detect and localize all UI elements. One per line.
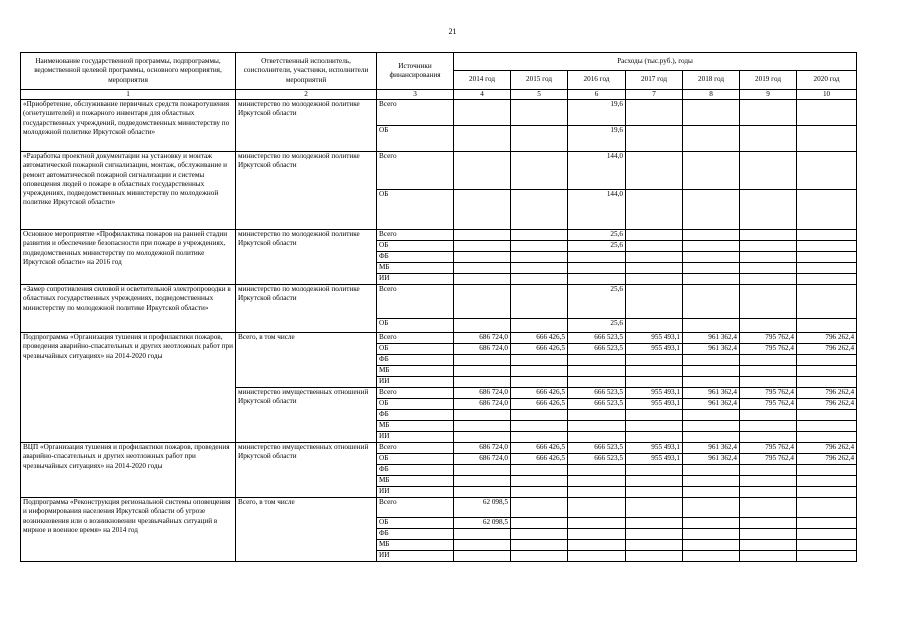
column-index-10: 10 xyxy=(797,90,857,100)
expense-value-cell xyxy=(511,241,568,252)
expense-value-cell: 795 762,4 xyxy=(740,443,797,454)
expense-value-cell: 796 262,4 xyxy=(797,443,857,454)
expense-value-cell xyxy=(797,285,857,319)
program-name-cell: ВЦП «Организация тушения и профилактики пожаров, проведения аварийно-спасательных и других неотложных работ при чрезвычайных ситуациях» на 2014-2020 годы xyxy=(21,443,236,498)
expense-value-cell xyxy=(683,432,740,443)
expense-value-cell xyxy=(511,551,568,562)
expense-value-cell: 961 362,4 xyxy=(683,443,740,454)
column-index-9: 9 xyxy=(740,90,797,100)
funding-source-cell: МБ xyxy=(377,421,454,432)
expense-value-cell xyxy=(740,241,797,252)
expense-value-cell xyxy=(626,230,683,241)
funding-source-cell: МБ xyxy=(377,476,454,487)
funding-source-cell: МБ xyxy=(377,366,454,377)
column-index-2: 2 xyxy=(236,90,377,100)
expense-value-cell xyxy=(683,487,740,498)
column-index-3: 3 xyxy=(377,90,454,100)
expense-value-cell xyxy=(797,529,857,540)
expense-value-cell: 19,6 xyxy=(568,126,626,152)
expense-value-cell xyxy=(683,421,740,432)
expense-value-cell xyxy=(683,230,740,241)
expense-value-cell xyxy=(740,126,797,152)
funding-source-cell: ОБ xyxy=(377,190,454,230)
expense-value-cell xyxy=(683,498,740,518)
expense-value-cell xyxy=(740,100,797,126)
funding-source-cell: ОБ xyxy=(377,344,454,355)
expense-value-cell xyxy=(740,518,797,529)
expense-value-cell: 795 762,4 xyxy=(740,399,797,410)
expense-value-cell xyxy=(740,274,797,285)
expense-value-cell xyxy=(511,410,568,421)
expense-value-cell xyxy=(797,319,857,333)
program-name-cell: Подпрограмма «Организация тушения и профилактики пожаров, проведения аварийно-спасательных и других неотложных работ при чрезвычайных ситуациях» на 2014-2020 годы xyxy=(21,333,236,443)
expense-value-cell: 796 262,4 xyxy=(797,388,857,399)
expense-value-cell xyxy=(626,421,683,432)
expense-value-cell xyxy=(797,476,857,487)
expense-value-cell xyxy=(454,152,511,190)
funding-source-cell: Всего xyxy=(377,152,454,190)
expense-value-cell xyxy=(683,465,740,476)
expense-value-cell xyxy=(797,432,857,443)
expense-value-cell xyxy=(626,190,683,230)
expense-value-cell xyxy=(568,476,626,487)
program-name-cell: «Замер сопротивления силовой и осветительной электропроводки в областных государственных учреждениях, подведомственных министерству по молодежной политике Иркутской области» xyxy=(21,285,236,333)
expense-value-cell xyxy=(568,377,626,388)
funding-source-cell: ОБ xyxy=(377,454,454,465)
expense-value-cell: 666 426,5 xyxy=(511,333,568,344)
funding-source-cell: ИИ xyxy=(377,487,454,498)
expense-value-cell: 961 362,4 xyxy=(683,388,740,399)
expense-value-cell xyxy=(683,319,740,333)
funding-source-cell: Всего xyxy=(377,388,454,399)
expense-value-cell xyxy=(626,540,683,551)
expense-value-cell xyxy=(797,190,857,230)
table-row xyxy=(21,230,857,241)
expense-value-cell: 25,6 xyxy=(568,230,626,241)
expense-value-cell xyxy=(568,366,626,377)
expense-value-cell xyxy=(740,465,797,476)
expense-value-cell xyxy=(454,355,511,366)
expense-value-cell xyxy=(740,230,797,241)
executor-cell: министерство имущественных отношений Иркутской области xyxy=(236,388,377,443)
program-name-cell: Основное мероприятие «Профилактика пожаров на ранней стадии развития и обеспечение безопасности при пожаре в учреждениях, подведомственных министерству по молодежной политике Иркутской области» на 2016 год xyxy=(21,230,236,285)
expense-value-cell xyxy=(740,152,797,190)
expense-value-cell xyxy=(740,551,797,562)
expense-value-cell xyxy=(454,377,511,388)
expense-value-cell: 666 426,5 xyxy=(511,454,568,465)
expense-value-cell xyxy=(568,355,626,366)
expense-value-cell: 955 493,1 xyxy=(626,388,683,399)
expense-value-cell xyxy=(511,285,568,319)
expense-value-cell xyxy=(626,355,683,366)
expense-value-cell xyxy=(683,152,740,190)
table-header xyxy=(21,53,857,100)
expense-value-cell xyxy=(797,126,857,152)
expense-value-cell: 686 724,0 xyxy=(454,443,511,454)
funding-source-cell: Всего xyxy=(377,230,454,241)
expense-value-cell xyxy=(454,230,511,241)
expense-value-cell xyxy=(626,377,683,388)
column-index-1: 1 xyxy=(21,90,236,100)
table-row xyxy=(21,498,857,518)
executor-cell: министерство по молодежной политике Иркутской области xyxy=(236,230,377,285)
expense-value-cell: 666 523,5 xyxy=(568,344,626,355)
expense-value-cell xyxy=(740,190,797,230)
funding-source-cell: ОБ xyxy=(377,399,454,410)
executor-cell: министерство по молодежной политике Иркутской области xyxy=(236,100,377,152)
expense-value-cell xyxy=(797,487,857,498)
expense-value-cell xyxy=(626,274,683,285)
expense-value-cell xyxy=(740,498,797,518)
expense-value-cell xyxy=(740,529,797,540)
expense-value-cell xyxy=(626,410,683,421)
expense-value-cell xyxy=(683,551,740,562)
expense-value-cell xyxy=(454,263,511,274)
expense-value-cell: 144,0 xyxy=(568,190,626,230)
header-name-column: Наименование государственной программы, подпрограммы, ведомственной целевой программы, основного мероприятия, мероприятия xyxy=(21,53,236,90)
expense-value-cell xyxy=(511,518,568,529)
funding-source-cell: ОБ xyxy=(377,319,454,333)
funding-source-cell: ФБ xyxy=(377,355,454,366)
expense-value-cell xyxy=(797,377,857,388)
header-source-column: Источники финансирования xyxy=(377,53,454,90)
page-number: 21 xyxy=(448,27,457,36)
expense-value-cell xyxy=(454,366,511,377)
header-year-4: 2017 год xyxy=(626,71,683,90)
column-index-5: 5 xyxy=(511,90,568,100)
expense-value-cell xyxy=(683,476,740,487)
expense-value-cell xyxy=(626,476,683,487)
executor-cell: Всего, в том числе xyxy=(236,498,377,562)
expense-value-cell xyxy=(511,432,568,443)
expense-value-cell xyxy=(740,355,797,366)
expense-value-cell xyxy=(626,518,683,529)
expense-value-cell xyxy=(511,529,568,540)
expense-value-cell xyxy=(797,263,857,274)
expense-value-cell xyxy=(683,263,740,274)
expense-value-cell xyxy=(454,551,511,562)
expense-value-cell xyxy=(626,487,683,498)
expense-value-cell: 961 362,4 xyxy=(683,454,740,465)
expense-value-cell xyxy=(511,355,568,366)
expense-value-cell: 796 262,4 xyxy=(797,399,857,410)
funding-source-cell: ФБ xyxy=(377,252,454,263)
expense-value-cell: 795 762,4 xyxy=(740,333,797,344)
program-name-cell: «Приобретение, обслуживание первичных средств пожаротушения (огнетушителей) и пожарного инвентаря для областных государственных учреждений, подведомственных министерству по молодежной политике Иркутской области» xyxy=(21,100,236,152)
expense-value-cell xyxy=(626,465,683,476)
expense-value-cell xyxy=(683,355,740,366)
expense-value-cell xyxy=(797,421,857,432)
expense-value-cell: 666 523,5 xyxy=(568,388,626,399)
expense-value-cell xyxy=(626,285,683,319)
header-year-6: 2019 год xyxy=(740,71,797,90)
table-row xyxy=(21,333,857,344)
expense-value-cell xyxy=(797,540,857,551)
expense-value-cell xyxy=(568,252,626,263)
program-name-cell: «Разработка проектной документации на установку и монтаж автоматической пожарной сигнализации, монтаж, обслуживание и ремонт автоматической пожарной сигнализации и системы оповещения людей о пожаре в областных государственных учреждениях, подведомственных министерству по молодежной политике Иркутской области» xyxy=(21,152,236,230)
expense-value-cell xyxy=(511,487,568,498)
expense-value-cell xyxy=(797,230,857,241)
header-year-5: 2018 год xyxy=(683,71,740,90)
executor-cell: министерство имущественных отношений Иркутской области xyxy=(236,443,377,498)
expense-value-cell xyxy=(454,274,511,285)
funding-source-cell: Всего xyxy=(377,333,454,344)
header-year-3: 2016 год xyxy=(568,71,626,90)
expense-value-cell xyxy=(683,529,740,540)
expense-value-cell xyxy=(454,529,511,540)
expense-value-cell: 686 724,0 xyxy=(454,333,511,344)
expense-value-cell xyxy=(511,100,568,126)
expense-value-cell: 666 426,5 xyxy=(511,399,568,410)
budget-table xyxy=(20,52,857,562)
expense-value-cell xyxy=(683,274,740,285)
expense-value-cell xyxy=(626,529,683,540)
expense-value-cell xyxy=(454,410,511,421)
expense-value-cell xyxy=(568,518,626,529)
expense-value-cell xyxy=(568,498,626,518)
expense-value-cell xyxy=(511,252,568,263)
expense-value-cell: 144,0 xyxy=(568,152,626,190)
expense-value-cell xyxy=(740,366,797,377)
expense-value-cell: 796 262,4 xyxy=(797,454,857,465)
expense-value-cell: 795 762,4 xyxy=(740,344,797,355)
expense-value-cell xyxy=(454,252,511,263)
expense-value-cell xyxy=(626,432,683,443)
expense-value-cell xyxy=(511,498,568,518)
expense-value-cell: 955 493,1 xyxy=(626,344,683,355)
expense-value-cell xyxy=(683,518,740,529)
expense-value-cell: 25,6 xyxy=(568,319,626,333)
funding-source-cell: ОБ xyxy=(377,518,454,529)
expense-value-cell: 25,6 xyxy=(568,241,626,252)
expense-value-cell xyxy=(683,540,740,551)
program-name-cell: Подпрограмма «Реконструкция региональной системы оповещения и информирования населения Иркутской области об угрозе возникновения или о возникновении чрезвычайных ситуаций в мирное и военное время» на 2014 год xyxy=(21,498,236,562)
column-index-4: 4 xyxy=(454,90,511,100)
expense-value-cell xyxy=(511,263,568,274)
header-executor-column: Ответственный исполнитель, соисполнители, участники, исполнители мероприятий xyxy=(236,53,377,90)
expense-value-cell xyxy=(454,190,511,230)
expense-value-cell xyxy=(454,476,511,487)
expense-value-cell xyxy=(626,152,683,190)
expense-value-cell xyxy=(797,100,857,126)
expense-value-cell xyxy=(568,529,626,540)
expense-value-cell xyxy=(511,274,568,285)
expense-value-cell: 686 724,0 xyxy=(454,399,511,410)
expense-value-cell xyxy=(454,285,511,319)
expense-value-cell xyxy=(511,476,568,487)
expense-value-cell: 686 724,0 xyxy=(454,454,511,465)
expense-value-cell xyxy=(454,319,511,333)
expense-value-cell xyxy=(683,190,740,230)
expense-value-cell xyxy=(568,465,626,476)
expense-value-cell xyxy=(683,377,740,388)
table-row xyxy=(21,100,857,126)
expense-value-cell: 961 362,4 xyxy=(683,399,740,410)
expense-value-cell xyxy=(740,421,797,432)
table-row xyxy=(21,285,857,319)
expense-value-cell xyxy=(683,366,740,377)
expense-value-cell xyxy=(511,319,568,333)
executor-cell: министерство по молодежной политике Иркутской области xyxy=(236,152,377,230)
expense-value-cell xyxy=(454,540,511,551)
expense-value-cell: 955 493,1 xyxy=(626,399,683,410)
expense-value-cell xyxy=(568,410,626,421)
funding-source-cell: Всего xyxy=(377,285,454,319)
expense-value-cell xyxy=(740,263,797,274)
expense-value-cell xyxy=(626,252,683,263)
expense-value-cell: 686 724,0 xyxy=(454,388,511,399)
executor-cell: министерство по молодежной политике Иркутской области xyxy=(236,285,377,333)
expense-value-cell xyxy=(797,252,857,263)
expense-value-cell: 19,6 xyxy=(568,100,626,126)
funding-source-cell: Всего xyxy=(377,498,454,518)
expense-value-cell xyxy=(740,476,797,487)
expense-value-cell: 666 523,5 xyxy=(568,443,626,454)
column-index-6: 6 xyxy=(568,90,626,100)
expense-value-cell xyxy=(511,465,568,476)
expense-value-cell xyxy=(511,126,568,152)
expense-value-cell xyxy=(626,263,683,274)
expense-value-cell xyxy=(797,498,857,518)
funding-source-cell: ИИ xyxy=(377,274,454,285)
expense-value-cell: 796 262,4 xyxy=(797,344,857,355)
expense-value-cell xyxy=(454,421,511,432)
expense-value-cell xyxy=(568,263,626,274)
funding-source-cell: Всего xyxy=(377,443,454,454)
expense-value-cell xyxy=(511,230,568,241)
expense-value-cell: 955 493,1 xyxy=(626,454,683,465)
expense-value-cell xyxy=(626,319,683,333)
expense-value-cell: 666 523,5 xyxy=(568,399,626,410)
expense-value-cell xyxy=(626,100,683,126)
expense-value-cell xyxy=(454,241,511,252)
expense-value-cell xyxy=(511,366,568,377)
expense-value-cell xyxy=(568,487,626,498)
expense-value-cell: 666 523,5 xyxy=(568,454,626,465)
expense-value-cell xyxy=(797,355,857,366)
expense-value-cell: 666 426,5 xyxy=(511,388,568,399)
expense-value-cell: 961 362,4 xyxy=(683,344,740,355)
expense-value-cell xyxy=(683,100,740,126)
expense-value-cell xyxy=(568,274,626,285)
expense-value-cell xyxy=(797,518,857,529)
expense-value-cell xyxy=(683,410,740,421)
expense-value-cell xyxy=(740,410,797,421)
funding-source-cell: ФБ xyxy=(377,529,454,540)
funding-source-cell: ОБ xyxy=(377,126,454,152)
expense-value-cell: 666 523,5 xyxy=(568,333,626,344)
expense-value-cell: 666 426,5 xyxy=(511,344,568,355)
expense-value-cell xyxy=(454,487,511,498)
expense-value-cell xyxy=(454,432,511,443)
table-body xyxy=(21,100,857,562)
funding-source-cell: ИИ xyxy=(377,551,454,562)
expense-value-cell xyxy=(797,410,857,421)
expense-value-cell: 686 724,0 xyxy=(454,344,511,355)
funding-source-cell: ОБ xyxy=(377,241,454,252)
expense-value-cell xyxy=(797,551,857,562)
expense-value-cell xyxy=(626,241,683,252)
expense-value-cell: 795 762,4 xyxy=(740,454,797,465)
expense-value-cell xyxy=(683,252,740,263)
expense-value-cell xyxy=(454,100,511,126)
table-row xyxy=(21,152,857,190)
funding-source-cell: ФБ xyxy=(377,410,454,421)
expense-value-cell xyxy=(568,551,626,562)
expense-value-cell: 955 493,1 xyxy=(626,333,683,344)
expense-value-cell xyxy=(568,540,626,551)
header-year-2: 2015 год xyxy=(511,71,568,90)
expense-value-cell xyxy=(740,540,797,551)
table-row xyxy=(21,443,857,454)
expense-value-cell xyxy=(740,487,797,498)
expense-value-cell xyxy=(797,152,857,190)
expense-value-cell xyxy=(511,190,568,230)
expense-value-cell: 62 098,5 xyxy=(454,498,511,518)
header-year-7: 2020 год xyxy=(797,71,857,90)
funding-source-cell: ИИ xyxy=(377,377,454,388)
funding-source-cell: МБ xyxy=(377,540,454,551)
executor-cell: Всего, в том числе xyxy=(236,333,377,388)
expense-value-cell xyxy=(797,274,857,285)
expense-value-cell xyxy=(740,285,797,319)
header-index-row xyxy=(21,90,857,100)
expense-value-cell xyxy=(740,319,797,333)
expense-value-cell xyxy=(626,366,683,377)
expense-value-cell: 796 262,4 xyxy=(797,333,857,344)
expense-value-cell xyxy=(511,540,568,551)
expense-value-cell xyxy=(740,377,797,388)
expense-value-cell xyxy=(797,241,857,252)
expense-value-cell xyxy=(683,241,740,252)
header-year-1: 2014 год xyxy=(454,71,511,90)
expense-value-cell xyxy=(626,498,683,518)
expense-value-cell: 795 762,4 xyxy=(740,388,797,399)
expense-value-cell xyxy=(568,421,626,432)
expense-value-cell xyxy=(683,285,740,319)
expense-value-cell xyxy=(683,126,740,152)
expense-value-cell xyxy=(454,465,511,476)
header-expenses: Расходы (тыс.руб.), годы xyxy=(454,53,857,71)
expense-value-cell xyxy=(740,252,797,263)
expense-value-cell xyxy=(626,551,683,562)
funding-source-cell: Всего xyxy=(377,100,454,126)
expense-value-cell: 961 362,4 xyxy=(683,333,740,344)
expense-value-cell xyxy=(568,432,626,443)
column-index-8: 8 xyxy=(683,90,740,100)
funding-source-cell: ФБ xyxy=(377,465,454,476)
funding-source-cell: МБ xyxy=(377,263,454,274)
expense-value-cell: 25,6 xyxy=(568,285,626,319)
column-index-7: 7 xyxy=(626,90,683,100)
funding-source-cell: ИИ xyxy=(377,432,454,443)
expense-value-cell: 666 426,5 xyxy=(511,443,568,454)
expense-value-cell xyxy=(511,421,568,432)
expense-value-cell xyxy=(511,152,568,190)
expense-value-cell xyxy=(626,126,683,152)
expense-value-cell: 62 098,5 xyxy=(454,518,511,529)
expense-value-cell: 955 493,1 xyxy=(626,443,683,454)
expense-value-cell xyxy=(797,465,857,476)
expense-value-cell xyxy=(740,432,797,443)
expense-value-cell xyxy=(511,377,568,388)
expense-value-cell xyxy=(797,366,857,377)
expense-value-cell xyxy=(454,126,511,152)
